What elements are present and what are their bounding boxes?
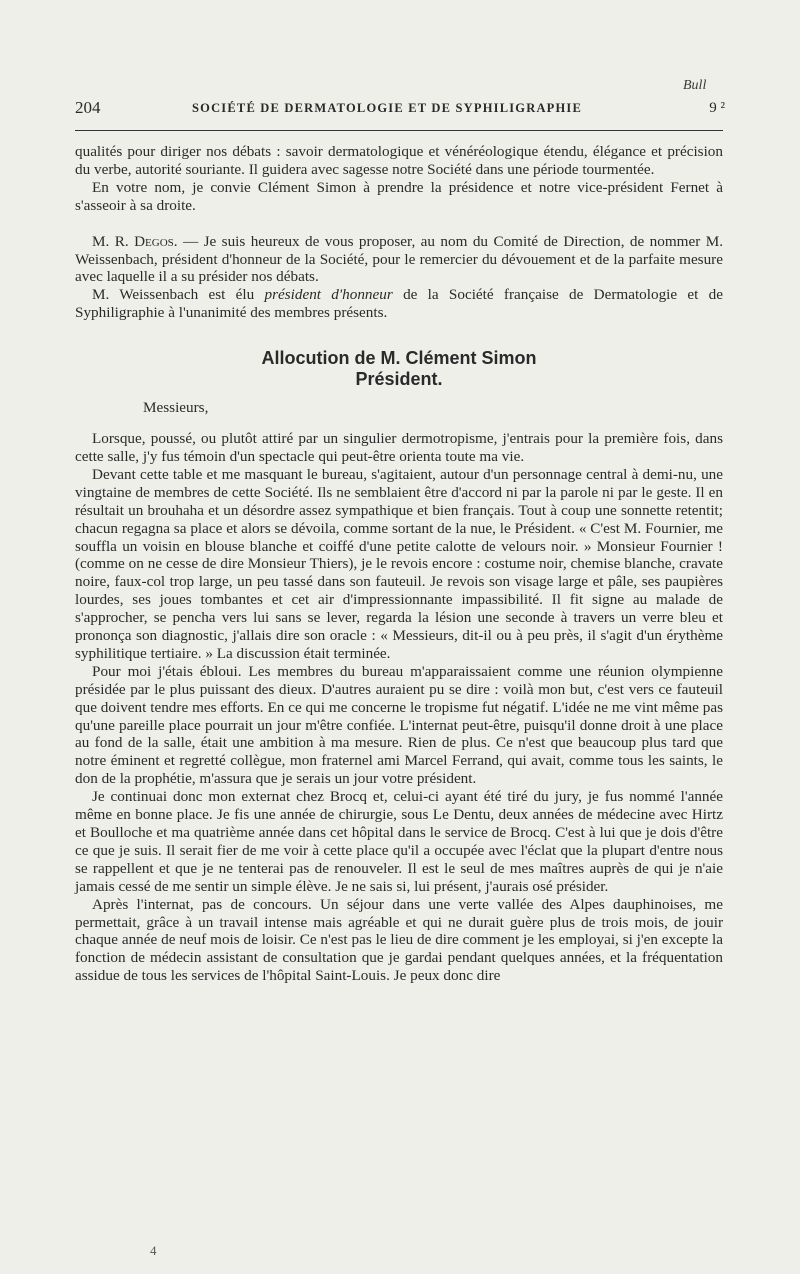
honorary-title: président d'honneur <box>264 286 393 304</box>
section-title <box>75 348 723 390</box>
degos-paragraph <box>75 233 723 287</box>
paragraph: En votre nom, je convie Clément Simon à prendre la présidence et notre vice-président Fernet à s'asseoir à sa droite. <box>75 178 723 214</box>
speech-paragraph: Pour moi j'étais ébloui. Les membres du bureau m'apparaissaient comme une réunion olympienne présidée par le plus puissant des dieux. D'autres auraient pu se dire : voilà mon but, c'est vers ce fauteuil que doivent tendre mes efforts. En ce qui me concerne le tropisme fut négatif. L'idée ne me vint même pas qu'une pareille place pourrait un jour m'être confiée. L'internat peut-être, puisqu'il donne droit à une place au fond de la salle, était une ambition à ma mesure. Rien de plus. Ce n'est que beaucoup plus tard que notre éminent et regretté collègue, mon fraternel ami Marcel Ferrand, qui avait, comme tous les saints, le don de la prophétie, m'assura que je serais un jour votre président. <box>75 662 723 788</box>
handwritten-page-mark: 9 ² <box>709 100 725 116</box>
running-title: SOCIÉTÉ DE DERMATOLOGIE ET DE SYPHILIGRAPHIE <box>192 101 583 115</box>
paragraph: qualités pour diriger nos débats : savoir dermatologique et vénéréologique étendu, élégance et précision du verbe, autorité souriante. Il guidera avec sagesse notre Société dans une période tourmentée. <box>75 143 723 178</box>
speech-paragraph: Après l'internat, pas de concours. Un séjour dans une verte vallée des Alpes dauphinoises, me permettait, grâce à un travail intense mais agréable et qui ne durait guère plus de trois mois, de jouir chaque année de neuf mois de loisir. Ce n'est pas le lieu de dire comment je les employai, si j'en excepte la fonction de médecin assistant de consultation que je gardai pendant quelques années, et la fréquentation assidue de tous les services de l'hôpital Saint-Louis. Je peux donc dire <box>75 895 723 985</box>
speaker-name: M. R. Degos. <box>92 232 178 250</box>
salutation: Messieurs, <box>143 399 209 417</box>
speech-paragraph: Devant cette table et me masquant le bureau, s'agitaient, autour d'un personnage central à demi-nu, une vingtaine de membres de cette Société. Ils ne semblaient être d'accord ni par la parole ni par le geste. Il en résultait un brouhaha et un désordre assez sympathique et bien français. Tout à coup une sonnette retentit; chacun regagna sa place et alors se dévoila, comme sortant de la nue, le Président. « C'est M. Fournier, me souffla un voisin en blouse blanche et coiffé d'une petite calotte de velours noir. » Monsieur Fournier ! (comme on ne cesse de dire Monsieur Thiers), je le revois encore : costume noir, chemise blanche, cravate noire, faux-col trop large, un peu tassé dans son fauteuil. Je revois son visage large et pâle, ses paupières lourdes, ses joues tombantes et cet air d'impressionnante impassibilité. Il fit signe au malade de s'approcher, se pencha vers lui sans se lever, regarda la lésion une seconde à travers un verre bleu et prononça son diagnostic, j'allais dire son oracle : « Messieurs, dit-il ou à peu près, il s'agit d'un érythème syphilitique tertiaire. » La discussion était terminée. <box>75 465 723 662</box>
speech-paragraph: Lorsque, poussé, ou plutôt attiré par un singulier dermotropisme, j'entrais pour la première fois, dans cette salle, j'y fus témoin d'un spectacle qui peut-être orienta toute ma vie. <box>75 430 723 465</box>
page-header <box>75 98 725 120</box>
election-text-start: M. Weissenbach est élu <box>92 286 265 304</box>
footer-mark: 4 <box>150 1243 157 1258</box>
section-title-line-1: Allocution de M. Clément Simon <box>261 348 537 369</box>
section-title-line-2: Président. <box>355 369 443 390</box>
election-paragraph <box>75 286 723 322</box>
body-text <box>75 143 723 985</box>
speech-paragraph: Je continuai donc mon externat chez Brocq et, celui-ci ayant été tiré du jury, je fus nommé l'année même en bonne place. Je fis une année de chirurgie, sous Le Dentu, deux années de médecine avec Hirtz et Boulloche et ma quatrième année dans cet hôpital dans le service de Brocq. C'est à lui que je dois d'être ce que je suis. Il serait fier de me voir à cette place qu'il a occupée avec l'éclat que la plupart d'entre nous se rappellent et que je ne tenterai pas de renouveler. Il est le seul de mes maîtres auprès de qui je n'aie jamais cessé de me sentir un simple élève. Je ne sais si, lui présent, j'aurais osé présider. <box>75 788 723 895</box>
header-rule <box>75 130 723 131</box>
election-text-end: de la Société française de Dermatologie et de Syphiligraphie à l'unanimité des membres présents. <box>75 286 723 322</box>
page-number: 204 <box>75 98 101 117</box>
handwritten-annotation: Bull <box>683 78 707 93</box>
degos-text: — Je suis heureux de vous proposer, au nom du Comité de Direction, de nommer M. Weissenbach, président d'honneur de la Société, pour le remercier du dévouement et de la parfaite mesure avec laquelle il a su présider nos débats. <box>75 232 724 286</box>
